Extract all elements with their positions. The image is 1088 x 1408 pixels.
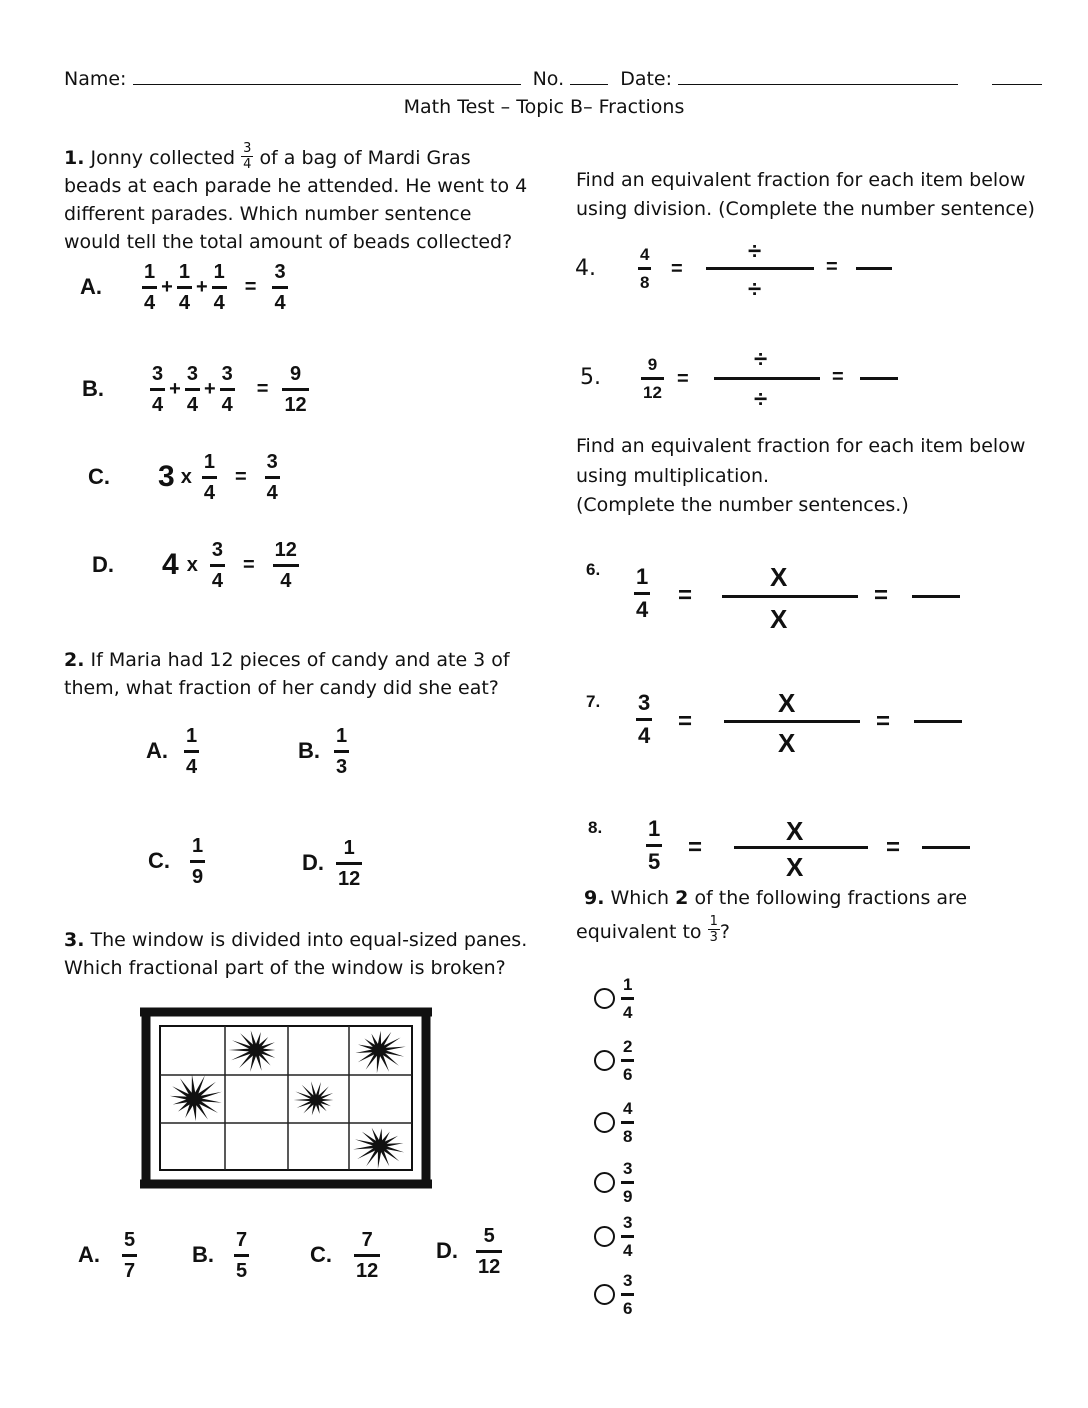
- q2-text: [64, 646, 510, 702]
- q1-line-1: [64, 141, 527, 172]
- option-letter: B.: [82, 376, 104, 402]
- equals-sign: =: [234, 465, 247, 488]
- broken-glass-mark: [229, 1030, 276, 1072]
- item-6-fraction: 1 4: [636, 564, 649, 622]
- item-5-label: 5.: [580, 365, 601, 390]
- no-label: No.: [532, 68, 565, 90]
- times-sign: X: [786, 852, 804, 882]
- fraction: $\frac{3}{4}$: [266, 451, 278, 504]
- item-4-fraction: 4 8: [640, 245, 650, 292]
- item-4-fraction-line[interactable]: [706, 267, 814, 270]
- q3-number: 3.: [64, 929, 85, 951]
- times-sign: X: [770, 604, 788, 634]
- option-letter: D.: [436, 1238, 458, 1264]
- plus-sign: +: [195, 275, 208, 298]
- division-instructions-line-1: Find an equivalent fraction for each item below: [576, 169, 1026, 191]
- q3-option-b[interactable]: [192, 1230, 249, 1281]
- q9-target-fraction: $\frac{1}{3}$: [709, 914, 718, 945]
- item-7-answer-blank[interactable]: [914, 720, 962, 723]
- fraction: $\frac{3}{4}$: [623, 1213, 633, 1260]
- fraction: $\frac{1}{4}$: [203, 451, 215, 504]
- radio-button[interactable]: [594, 1284, 615, 1305]
- item-7-label: 7.: [586, 692, 601, 711]
- divide-sign: ÷: [748, 238, 762, 265]
- equals-sign: =: [886, 834, 901, 861]
- option-letter: C.: [310, 1242, 332, 1268]
- fraction: $\frac{1}{4}$: [178, 261, 190, 314]
- date-blank[interactable]: [678, 66, 958, 85]
- divide-sign: ÷: [754, 386, 768, 413]
- equals-sign: =: [256, 377, 269, 400]
- plus-sign: +: [203, 377, 216, 400]
- q1-number: 1.: [64, 147, 85, 169]
- date-label: Date:: [620, 68, 673, 90]
- q1-line-2: beads at each parade he attended. He went to 4: [64, 175, 528, 197]
- divide-sign: ÷: [748, 276, 762, 303]
- item-5-fraction-line[interactable]: [714, 377, 820, 380]
- multiplication-instructions-line-3: (Complete the number sentences.): [576, 494, 909, 516]
- q1-text: [64, 141, 528, 256]
- fraction: $\frac{1}{4}$: [144, 261, 156, 314]
- item-6-label: 6.: [586, 560, 601, 579]
- fraction: $\frac{1}{4}$: [623, 975, 633, 1022]
- q9-choice-5[interactable]: [594, 1214, 634, 1259]
- option-letter: D.: [92, 552, 114, 578]
- fraction: $\frac{3}{4}$: [221, 363, 233, 416]
- fraction: $\frac{3}{9}$: [623, 1159, 633, 1206]
- option-letter: B.: [298, 738, 320, 764]
- q2-option-b[interactable]: [298, 726, 349, 777]
- factor: 4: [162, 548, 179, 582]
- item-6-fraction-line[interactable]: [722, 595, 858, 598]
- option-letter: C.: [148, 848, 170, 874]
- times-sign: x: [180, 465, 192, 488]
- name-row: [64, 66, 1042, 90]
- equals-sign: =: [678, 582, 693, 609]
- broken-glass-mark: [355, 1031, 405, 1074]
- times-sign: x: [186, 553, 198, 576]
- q2-option-d[interactable]: [302, 838, 362, 889]
- q3-option-a[interactable]: [78, 1230, 137, 1281]
- q9-number: 9.: [584, 887, 605, 909]
- item-8-fraction-line[interactable]: [734, 846, 868, 849]
- q3-text-a: The window is divided into equal-sized panes.: [90, 929, 528, 951]
- q3-text: [64, 926, 527, 982]
- radio-button[interactable]: [594, 1172, 615, 1193]
- broken-glass-mark: [170, 1074, 222, 1121]
- option-letter: B.: [192, 1242, 214, 1268]
- divide-sign: ÷: [754, 346, 768, 373]
- item-8-label: 8.: [588, 818, 603, 837]
- q1-option-c[interactable]: [88, 452, 280, 503]
- radio-button[interactable]: [594, 1112, 615, 1133]
- option-letter: C.: [88, 464, 110, 490]
- fraction: $\frac{12}{4}$: [274, 539, 297, 592]
- plus-sign: +: [161, 275, 173, 298]
- fraction: $\frac{1}{12}$: [338, 837, 361, 890]
- item-5-fraction: 9 12: [643, 355, 662, 402]
- equals-sign: =: [678, 708, 693, 735]
- q9-bold-count: 2: [675, 887, 689, 909]
- q9-text: [576, 884, 967, 946]
- q3-option-d[interactable]: [436, 1226, 502, 1277]
- equals-sign: =: [832, 366, 844, 388]
- q2-text-a: If Maria had 12 pieces of candy and ate 3 of: [90, 649, 510, 671]
- equals-sign: =: [677, 368, 689, 390]
- name-label: Name:: [64, 68, 127, 90]
- extra-blank[interactable]: [992, 66, 1042, 85]
- q1-line-3: different parades. Which number sentence: [64, 203, 472, 225]
- equals-sign: =: [876, 708, 891, 735]
- q9-choice-1[interactable]: [594, 976, 634, 1021]
- equals-sign: =: [688, 834, 703, 861]
- equals-sign: =: [826, 256, 838, 278]
- q2-option-a[interactable]: [146, 726, 199, 777]
- q1-line-4: would tell the total amount of beads collected?: [64, 231, 513, 253]
- item-7-fraction-line[interactable]: [724, 720, 860, 723]
- multiplication-instructions-line-2: using multiplication.: [576, 464, 770, 487]
- q1-option-a[interactable]: [80, 262, 288, 313]
- times-sign: X: [786, 816, 804, 846]
- q9-text-b: of the following fractions are: [694, 887, 968, 909]
- equals-sign: =: [671, 258, 683, 280]
- broken-glass-mark: [294, 1081, 334, 1115]
- q2-number: 2.: [64, 649, 85, 671]
- option-letter: A.: [80, 274, 102, 300]
- multiplication-instructions-line-1: Find an equivalent fraction for each item below: [576, 435, 1026, 457]
- fraction: $\frac{1}{9}$: [192, 835, 204, 888]
- q1-inline-den: 4: [243, 157, 252, 172]
- radio-button[interactable]: [594, 1050, 615, 1071]
- option-letter: A.: [78, 1242, 100, 1268]
- broken-window-figure: [138, 1002, 434, 1194]
- equals-sign: =: [874, 582, 889, 609]
- no-blank[interactable]: [570, 66, 608, 85]
- q1-inline-fraction: [241, 142, 253, 171]
- fraction: $\frac{2}{6}$: [623, 1037, 633, 1084]
- multiplication-instructions: [576, 432, 1025, 521]
- fraction: $\frac{9}{12}$: [284, 363, 307, 416]
- q9-choice-4[interactable]: [594, 1160, 634, 1205]
- option-letter: A.: [146, 738, 168, 764]
- factor: 3: [158, 460, 175, 494]
- item-5-answer-blank[interactable]: [860, 377, 898, 380]
- fraction: $\frac{3}{4}$: [274, 261, 286, 314]
- radio-button[interactable]: [594, 988, 615, 1009]
- q1-inline-num: 3: [243, 141, 252, 156]
- q9-line-1: [584, 884, 967, 912]
- fraction: $\frac{3}{4}$: [152, 363, 164, 416]
- q3-line-2: Which fractional part of the window is broken?: [64, 957, 506, 979]
- q9-line-2: [576, 914, 967, 946]
- q1-option-b[interactable]: [82, 364, 309, 415]
- q9-text-a: Which: [610, 887, 670, 909]
- fraction: $\frac{5}{12}$: [478, 1225, 501, 1278]
- item-8-answer-blank[interactable]: [922, 846, 970, 849]
- fraction: $\frac{5}{7}$: [124, 1229, 136, 1282]
- item-7-fraction: 3 4: [638, 690, 651, 748]
- item-4-answer-blank[interactable]: [856, 267, 892, 270]
- name-blank[interactable]: [133, 66, 521, 85]
- q9-choice-6[interactable]: [594, 1272, 634, 1317]
- fraction: $\frac{4}{8}$: [623, 1099, 633, 1146]
- equals-sign: =: [244, 275, 257, 298]
- division-instructions-line-2: using division. (Complete the number sentence): [576, 198, 1035, 220]
- plus-sign: +: [169, 377, 181, 400]
- item-6-answer-blank[interactable]: [912, 595, 960, 598]
- fraction: $\frac{1}{4}$: [213, 261, 225, 314]
- times-sign: X: [778, 688, 796, 718]
- page-title: Math Test – Topic B– Fractions: [403, 96, 685, 118]
- fraction: $\frac{3}{4}$: [186, 363, 198, 416]
- broken-glass-mark: [353, 1128, 404, 1169]
- option-letter: D.: [302, 850, 324, 876]
- q1-text-b: of a bag of Mardi Gras: [259, 147, 471, 169]
- q9-text-c: equivalent to: [576, 921, 702, 943]
- equals-sign: =: [242, 553, 255, 576]
- fraction: $\frac{3}{4}$: [211, 539, 223, 592]
- fraction: $\frac{1}{4}$: [186, 725, 198, 778]
- q3-line-1: [64, 926, 527, 954]
- item-8-fraction: 1 5: [648, 816, 661, 874]
- item-4-label: 4.: [575, 256, 596, 281]
- fraction: $\frac{7}{12}$: [356, 1229, 379, 1282]
- radio-button[interactable]: [594, 1226, 615, 1247]
- q2-option-c[interactable]: [148, 836, 205, 887]
- q9-qmark: ?: [719, 921, 730, 943]
- division-instructions: [576, 166, 1035, 224]
- times-sign: X: [778, 728, 796, 758]
- times-sign: X: [770, 562, 788, 592]
- fraction: $\frac{1}{3}$: [336, 725, 348, 778]
- q9-choice-3[interactable]: [594, 1100, 634, 1145]
- fraction: $\frac{3}{6}$: [623, 1271, 633, 1318]
- q1-text-a: Jonny collected: [90, 147, 236, 169]
- q2-line-1: [64, 646, 510, 674]
- fraction: $\frac{7}{5}$: [236, 1229, 248, 1282]
- q9-choice-2[interactable]: [594, 1038, 634, 1083]
- q3-option-c[interactable]: [310, 1230, 380, 1281]
- q1-option-d[interactable]: [92, 540, 299, 591]
- q2-line-2: them, what fraction of her candy did she eat?: [64, 677, 499, 699]
